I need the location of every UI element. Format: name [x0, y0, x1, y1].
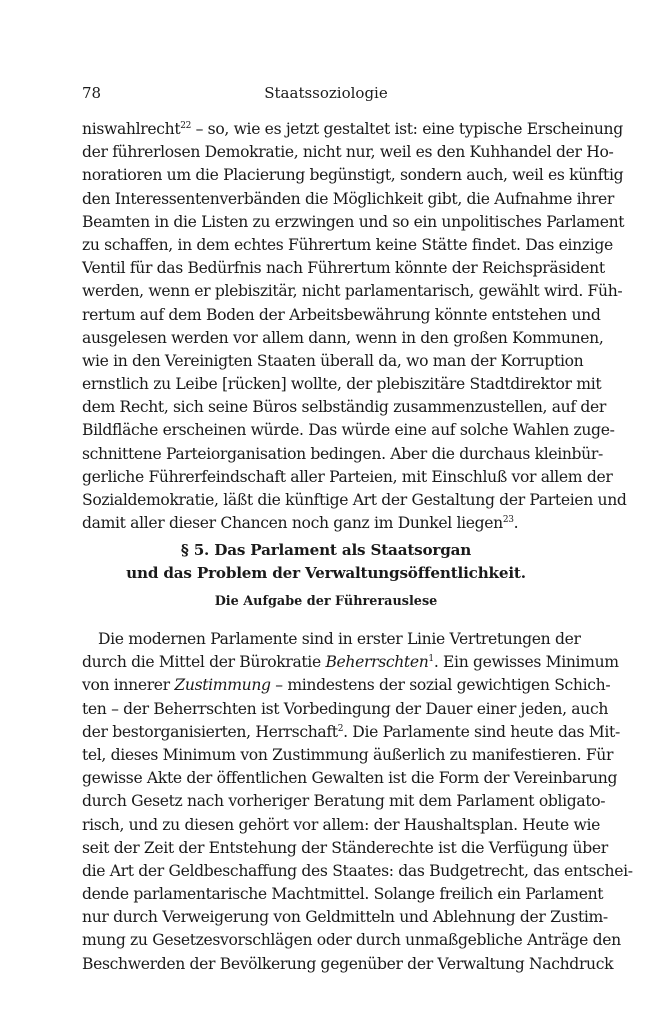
text-line: damit aller dieser Chancen noch ganz im Dunkel liegen$^{23}$.	[82, 514, 519, 533]
text-line: die Art der Geldbeschaffung des Staates: das Budgetrecht, das entschei-	[82, 861, 633, 880]
text-line: der bestorganisierten, Herrschaft$^2$. Die Parlamente sind heute das Mit-	[82, 722, 620, 741]
text-line: tel, dieses Minimum von Zustimmung äußerlich zu manifestieren. Für	[82, 745, 614, 764]
text-line: zu schaffen, in dem echtes Führertum keine Stätte findet. Das einzige	[82, 235, 613, 254]
text-line: gerliche Führerfeindschaft aller Parteien, mit Einschluß vor allem der	[82, 467, 613, 486]
text-line: ausgelesen werden vor allem dann, wenn in den großen Kommunen,	[82, 328, 604, 347]
section-heading-line-2: und das Problem der Verwaltungsöffentlichkeit.	[126, 564, 526, 582]
text-line: werden, wenn er plebiszitär, nicht parlamentarisch, gewählt wird. Füh-	[82, 282, 623, 301]
text-line: rertum auf dem Boden der Arbeitsbewährung könnte entstehen und	[82, 305, 601, 324]
text-line: noratioren um die Placierung begünstigt, sondern auch, weil es künftig	[82, 166, 624, 185]
text-line: Beschwerden der Bevölkerung gegenüber der Verwaltung Nachdruck	[82, 954, 614, 973]
text-line: Beamten in die Listen zu erzwingen und so ein unpolitisches Parlament	[82, 212, 625, 231]
text-line: risch, und zu diesen gehört vor allem: der Haushaltsplan. Heute wie	[82, 815, 601, 834]
text-line: Sozialdemokratie, läßt die künftige Art der Gestaltung der Parteien und	[82, 491, 627, 509]
text-line: durch Gesetz nach vorheriger Beratung mit dem Parlament obligato-	[82, 792, 606, 811]
paragraph-2	[82, 628, 633, 976]
footnote-ref-22: 22	[180, 121, 191, 131]
section-heading	[82, 539, 570, 585]
text-line: seit der Zeit der Entstehung der Ständerechte ist die Verfügung über	[82, 838, 608, 857]
text-line: gewisse Akte der öffentlichen Gewalten ist die Form der Vereinbarung	[82, 769, 618, 788]
subheading: Die Aufgabe der Führerauslese	[214, 594, 438, 609]
text-line: nur durch Verweigerung von Geldmitteln und Ablehnung der Zustim-	[82, 908, 608, 927]
text-line: dem Recht, sich seine Büros selbständig zusammenzustellen, auf der	[82, 398, 607, 417]
page-header	[82, 84, 570, 106]
running-title: Staatssoziologie	[264, 84, 388, 102]
emphasis-zustimmung: Zustimmung	[174, 676, 271, 695]
paragraph-1	[82, 118, 627, 535]
footnote-ref-23: 23	[502, 515, 514, 526]
text-line: ten – der Beherrschten ist Vorbedingung der Dauer einer jeden, auch	[82, 699, 609, 718]
footnote-ref-2: 2	[337, 723, 344, 734]
text-line: Ventil für das Bedürfnis nach Führertum könnte der Reichspräsident	[82, 259, 605, 278]
text-line: ernstlich zu Leibe [rücken] wollte, der plebiszitäre Stadtdirektor mit	[82, 375, 602, 394]
text-line: dende parlamentarische Machtmittel. Solange freilich ein Parlament	[82, 885, 604, 904]
text-line: mung zu Gesetzesvorschlägen oder durch unmaßgebliche Anträge den	[82, 931, 621, 950]
page-number: 78	[82, 84, 102, 102]
text-line: durch die Mittel der Bürokratie Beherrschten$^1$. Ein gewisses Minimum	[82, 653, 619, 672]
text-line: wie in den Vereinigten Staaten überall da, wo man der Korruption	[82, 351, 584, 370]
text-line: den Interessentenverbänden die Möglichkeit gibt, die Aufnahme ihrer	[82, 189, 614, 208]
text-line: Bildfläche erscheinen würde. Das würde eine auf solche Wahlen zuge-	[82, 421, 615, 440]
section-heading-line-1: § 5. Das Parlament als Staatsorgan	[180, 541, 472, 559]
text-line: von innerer Zustimmung – mindestens der sozial gewichtigen Schich-	[82, 676, 611, 695]
text-line: schnittene Parteiorganisation bedingen. Aber die durchaus kleinbür-	[82, 444, 603, 463]
text-line: Die modernen Parlamente sind in erster Linie Vertretungen der	[98, 630, 581, 648]
footnote-ref-1: 1	[428, 654, 434, 665]
text-line: der führerlosen Demokratie, nicht nur, weil es den Kuhhandel der Ho-	[82, 143, 614, 162]
text-line: niswahlrecht$^{22}$ – so, wie es jetzt gestaltet ist: eine typische Erscheinung	[82, 120, 623, 138]
emphasis-beherrschten: Beherrschten	[325, 653, 429, 672]
